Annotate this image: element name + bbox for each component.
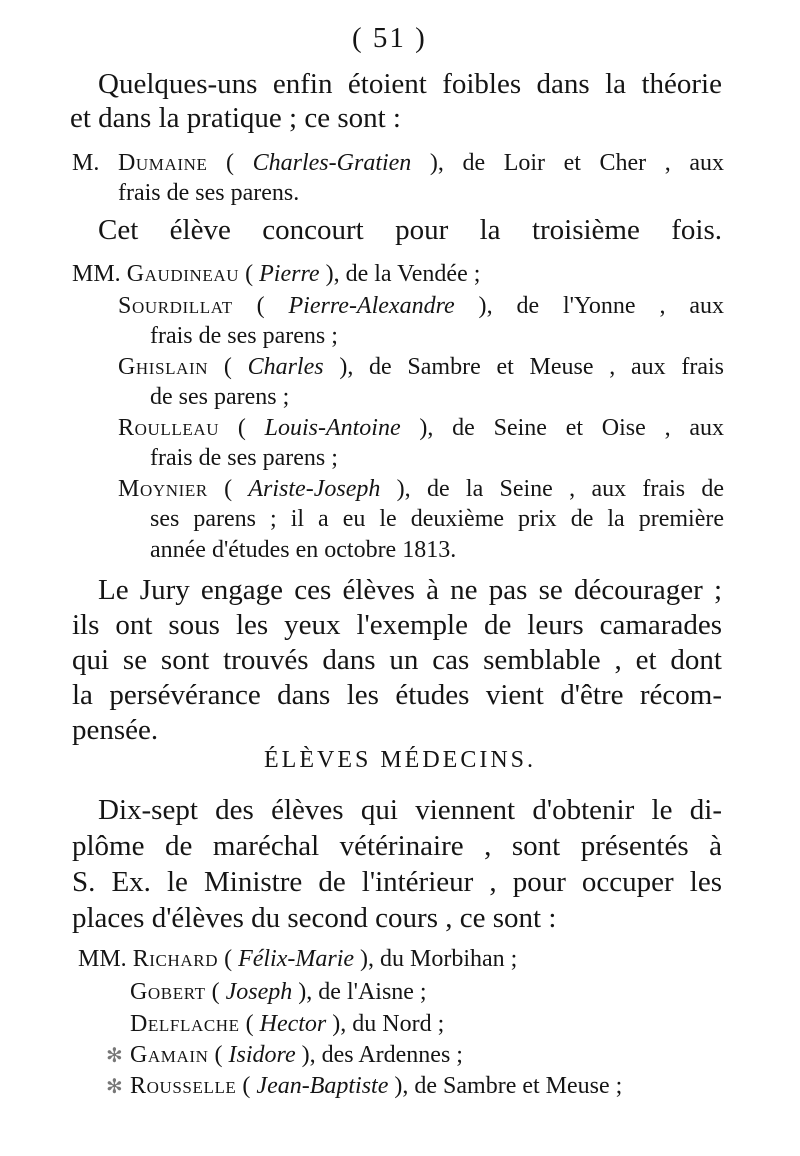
- student-surname: Gamain: [130, 1042, 209, 1068]
- paragraph-line: Cet élève concourt pour la troisième fois.: [98, 214, 722, 246]
- entry-origin: , de la Vendée ;: [333, 261, 481, 287]
- entry-line: Rousselle ( Jean-Baptiste ), de Sambre et Meuse ;: [130, 1073, 623, 1099]
- student-given-name: Isidore: [228, 1042, 296, 1068]
- section-heading: ÉLÈVES MÉDECINS.: [264, 747, 536, 773]
- entry-origin: , de Seine et Oise , aux: [427, 415, 725, 441]
- entry-origin: , de Loir et Cher , aux: [437, 150, 724, 176]
- paragraph-line: pensée.: [72, 714, 159, 746]
- student-given-name: Charles-Gratien: [252, 150, 412, 176]
- entry-continuation: de ses parens ;: [150, 384, 290, 410]
- student-surname: Moynier: [118, 476, 208, 502]
- student-surname: Delflache: [130, 1011, 240, 1037]
- entry-line: M. Dumaine ( Charles-Gratien ), de Loir et Cher , aux: [72, 150, 724, 176]
- entry-line: Moynier ( Ariste-Joseph ), de la Seine , aux frais de: [118, 476, 724, 502]
- entry-prefix: MM.: [72, 261, 121, 287]
- entry-origin: , du Morbihan ;: [368, 946, 518, 972]
- entry-continuation: année d'études en octobre 1813.: [150, 537, 457, 563]
- entry-origin: , de Sambre et Meuse ;: [402, 1073, 623, 1099]
- entry-line: Roulleau ( Louis-Antoine ), de Seine et Oise , aux: [118, 415, 725, 441]
- entry-origin: , de Sambre et Meuse , aux frais: [347, 354, 724, 380]
- student-given-name: Joseph: [225, 979, 293, 1005]
- student-given-name: Pierre-Alexandre: [288, 293, 455, 319]
- paragraph-line: et dans la pratique ; ce sont :: [70, 102, 401, 134]
- student-surname: Roulleau: [118, 415, 220, 441]
- student-surname: Gobert: [130, 979, 206, 1005]
- student-given-name: Pierre: [259, 261, 320, 287]
- student-given-name: Jean-Baptiste: [256, 1073, 389, 1099]
- entry-line: Ghislain ( Charles ), de Sambre et Meuse , aux frais: [118, 354, 724, 380]
- student-surname: Dumaine: [117, 150, 208, 176]
- entry-prefix: MM.: [78, 946, 127, 972]
- margin-mark-icon: ✻: [106, 1045, 123, 1067]
- student-given-name: Louis-Antoine: [264, 415, 401, 441]
- entry-origin: , des Ardennes ;: [309, 1042, 463, 1068]
- entry-origin: , de l'Aisne ;: [306, 979, 427, 1005]
- entry-continuation: frais de ses parens ;: [150, 323, 338, 349]
- paragraph-line: la persévérance dans les études vient d'être récom-: [72, 679, 722, 711]
- entry-line: Delflache ( Hector ), du Nord ;: [130, 1011, 445, 1037]
- entry-continuation: frais de ses parens ;: [150, 445, 338, 471]
- entry-line: Gobert ( Joseph ), de l'Aisne ;: [130, 979, 427, 1005]
- entry-prefix: M.: [72, 150, 100, 176]
- student-given-name: Ariste-Joseph: [248, 476, 381, 502]
- margin-mark-icon: ✻: [106, 1076, 123, 1098]
- student-given-name: Félix-Marie: [238, 946, 355, 972]
- student-surname: Gaudineau: [126, 261, 240, 287]
- entry-line: Sourdillat ( Pierre-Alexandre ), de l'Yonne , aux: [118, 293, 724, 319]
- paragraph-line: plôme de maréchal vétérinaire , sont présentés à: [72, 830, 722, 862]
- entry-continuation: frais de ses parens.: [118, 180, 300, 206]
- paragraph-line: S. Ex. le Ministre de l'intérieur , pour occuper les: [72, 866, 722, 898]
- student-surname: Richard: [132, 946, 219, 972]
- entry-origin: , de l'Yonne , aux: [486, 293, 724, 319]
- student-surname: Rousselle: [130, 1073, 237, 1099]
- entry-line: Gamain ( Isidore ), des Ardennes ;: [130, 1042, 463, 1068]
- paragraph-line: ils ont sous les yeux l'exemple de leurs camarades: [72, 609, 722, 641]
- student-given-name: Charles: [247, 354, 324, 380]
- entry-origin: , de la Seine , aux frais de: [404, 476, 724, 502]
- student-surname: Sourdillat: [118, 293, 233, 319]
- paragraph-line: qui se sont trouvés dans un cas semblable , et dont: [72, 644, 722, 676]
- entry-continuation: ses parens ; il a eu le deuxième prix de la première: [150, 506, 724, 532]
- paragraph-line: Dix-sept des élèves qui viennent d'obtenir le di-: [98, 794, 722, 826]
- entry-line: MM. Gaudineau ( Pierre ), de la Vendée ;: [72, 261, 481, 287]
- entry-line: MM. Richard ( Félix-Marie ), du Morbihan ;: [78, 946, 518, 972]
- student-surname: Ghislain: [118, 354, 209, 380]
- page-number: ( 51 ): [352, 22, 427, 54]
- paragraph-line: places d'élèves du second cours , ce sont :: [72, 902, 557, 934]
- student-given-name: Hector: [259, 1011, 327, 1037]
- paragraph-line: Le Jury engage ces élèves à ne pas se décourager ;: [98, 574, 722, 606]
- paragraph-line: Quelques-uns enfin étoient foibles dans la théorie: [98, 68, 722, 100]
- entry-origin: , du Nord ;: [340, 1011, 445, 1037]
